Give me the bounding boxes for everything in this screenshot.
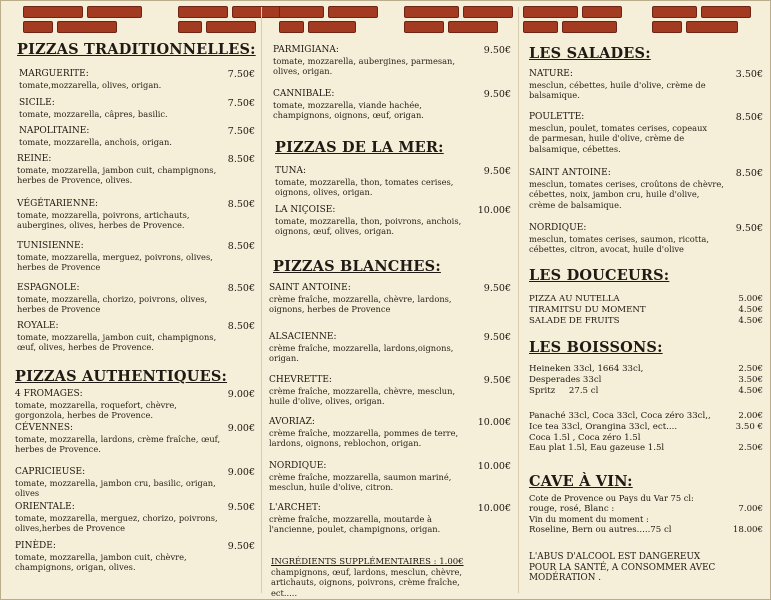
- menu-item-espagnole: [17, 283, 259, 315]
- item-price: 7.50€: [227, 126, 255, 137]
- item-desc: crème fraîche, mozzarella, chèvre, lardons, oignons, herbes de Provence: [269, 294, 452, 315]
- item-name: NAPOLITAINE:: [19, 126, 90, 136]
- supplements-title: INGRÉDIENTS SUPPLÉMENTAIRES : 1.00€: [271, 557, 464, 567]
- item-price: 4.50€: [738, 385, 763, 396]
- menu-item-la-nicoise: [275, 205, 515, 237]
- menu-item-reine: [17, 154, 259, 186]
- item-desc: tomate, mozzarella, jambon cuit, champignons, œuf, olives, herbes de Provence.: [17, 332, 217, 353]
- warning-line: L'ABUS D'ALCOOL EST DANGEREUX: [529, 552, 701, 562]
- menu-item-vegetarienne: [17, 199, 259, 231]
- warning-line: MODÉRATION .: [529, 573, 602, 583]
- column-divider: [261, 7, 262, 593]
- menu-item-salade-nordique: [529, 223, 767, 255]
- item-desc: tomate, mozzarella, poivrons, artichauts, aubergines, olives, herbes de Provence.: [17, 210, 190, 231]
- item-name: REINE:: [17, 154, 52, 164]
- item-name: SICILE:: [19, 98, 55, 108]
- warning-line: POUR LA SANTÉ, A CONSOMMER AVEC: [529, 562, 716, 573]
- menu-item-pinede: [15, 541, 259, 573]
- item-name: NORDIQUE:: [269, 461, 327, 471]
- item-desc: tomate, mozzarella, anchois, origan.: [19, 137, 172, 147]
- item-desc: tomate, mozzarella, aubergines, parmesan, olives, origan.: [273, 56, 456, 77]
- item-price: 3.50€: [735, 69, 763, 80]
- douceurs-list: [529, 294, 767, 326]
- item-desc: mesclun, tomates cerises, croûtons de chèvre, cébettes, noix, jambon cru, huile d'olive, crème de balsamique.: [529, 179, 724, 210]
- menu-item-nordique: [269, 461, 515, 493]
- section-title-blanches: PIZZAS BLANCHES:: [273, 258, 441, 275]
- item-desc: crème fraîche, mozzarella, chèvre, mesclun, huile d'olive, olives, origan.: [269, 386, 456, 407]
- menu-item-royale: [17, 321, 259, 353]
- menu-item-4-fromages: [15, 389, 259, 421]
- item-desc: crème fraîche, mozzarella, moutarde à l'ancienne, poulet, champignons, origan.: [269, 514, 441, 535]
- item-price: 9.50€: [483, 89, 511, 100]
- item-desc: tomate, mozzarella, câpres, basilic.: [19, 109, 168, 119]
- item-desc: tomate, mozzarella, thon, poivrons, anchois, oignons, œuf, olives, origan.: [275, 216, 462, 237]
- item-price: 9.50€: [483, 283, 511, 294]
- item-price: 3.50 €: [735, 421, 763, 432]
- item-name: TIRAMITSU DU MOMENT: [529, 304, 646, 315]
- menu-item-napolitaine: [19, 126, 259, 147]
- item-name: L'ARCHET:: [269, 503, 321, 513]
- item-name: rouge, rosé, Blanc :: [529, 503, 615, 514]
- section-title-authentiques: PIZZAS AUTHENTIQUES:: [15, 368, 228, 385]
- item-name: ESPAGNOLE:: [17, 283, 80, 293]
- item-price: 10.00€: [477, 503, 511, 514]
- item-price: 5.00€: [738, 294, 763, 304]
- item-name: PARMIGIANA:: [273, 45, 339, 55]
- item-desc: tomate, mozzarella, roquefort, chèvre, gorgonzola, herbes de Provence.: [15, 400, 177, 421]
- item-price: 9.50€: [483, 45, 511, 56]
- item-desc: tomate, mozzarella, thon, tomates cerises, oignons, olives, origan.: [275, 177, 454, 198]
- item-price: 9.50€: [483, 332, 511, 343]
- menu-item-cannibale: [273, 89, 515, 121]
- boissons-group-1: [529, 364, 767, 396]
- menu-item-marguerite: [19, 69, 259, 90]
- item-name: VÉGÉTARIENNE:: [17, 199, 99, 209]
- item-desc: crème fraîche, mozzarella, lardons,oignons, origan.: [269, 343, 454, 364]
- item-price: 7.00€: [738, 503, 763, 514]
- cave-list: [529, 493, 767, 536]
- item-price: 4.50€: [738, 304, 763, 315]
- item-name: ALSACIENNE:: [269, 332, 337, 342]
- section-title-traditionnelles: PIZZAS TRADITIONNELLES:: [17, 41, 256, 58]
- item-price: 8.50€: [227, 199, 255, 210]
- section-title-mer: PIZZAS DE LA MER:: [275, 139, 444, 156]
- item-name: Ice tea 33cl, Orangina 33cl, ect....: [529, 421, 678, 432]
- item-name: Spritz 27.5 cl: [529, 385, 599, 396]
- cave-line: Cote de Provence ou Pays du Var 75 cl:: [529, 493, 694, 503]
- item-name: PIZZA AU NUTELLA: [529, 294, 620, 304]
- item-price: 9.50€: [483, 166, 511, 177]
- item-name: Panaché 33cl, Coca 33cl, Coca zéro 33cl,,: [529, 411, 711, 421]
- menu-item-sicile: [19, 98, 259, 119]
- menu-item-alsacienne: [269, 332, 515, 364]
- item-price: 9.00€: [227, 423, 255, 434]
- item-price: 2.50€: [738, 443, 763, 454]
- item-desc: tomate, mozzarella, chorizo, poivrons, olives, herbes de Provence: [17, 294, 208, 315]
- item-desc: tomate, mozzarella, lardons, crème fraîche, œuf, herbes de Provence.: [15, 434, 221, 455]
- item-desc: crème fraîche, mozzarella, saumon mariné, mesclun, huile d'olive, citron.: [269, 472, 452, 493]
- item-price: 9.50€: [483, 375, 511, 386]
- item-name: SAINT ANTOINE:: [529, 168, 611, 178]
- item-name: SAINT ANTOINE:: [269, 283, 351, 293]
- item-price: 9.50€: [227, 541, 255, 552]
- item-desc: mesclun, cébettes, huile d'olive, crème de balsamique.: [529, 80, 706, 101]
- item-name: NATURE:: [529, 69, 573, 79]
- item-name: POULETTE:: [529, 112, 585, 122]
- item-desc: tomate, mozzarella, jambon cuit, chèvre, champignons, origan, olives.: [15, 552, 187, 573]
- item-name: ROYALE:: [17, 321, 59, 331]
- item-name: ORIENTALE:: [15, 502, 75, 512]
- item-desc: tomate, mozzarella, jambon cru, basilic, origan, olives: [15, 478, 216, 499]
- boissons-group-2: [529, 411, 767, 454]
- section-title-douceurs: LES DOUCEURS:: [529, 267, 670, 284]
- item-desc: tomate, mozzarella, viande hachée, champignons, oignons, œuf, origan.: [273, 100, 424, 121]
- item-name: CÉVENNES:: [15, 423, 74, 433]
- menu-item-salade-poulette: [529, 112, 767, 154]
- item-price: 18.00€: [732, 524, 763, 535]
- supplements-block: [271, 557, 486, 598]
- item-name: NORDIQUE:: [529, 223, 587, 233]
- item-name: CHEVRETTE:: [269, 375, 332, 385]
- item-name: Eau plat 1.5l, Eau gazeuse 1.5l: [529, 443, 665, 454]
- item-desc: tomate, mozzarella, merguez, chorizo, poivrons, olives,herbes de Provence: [15, 513, 218, 534]
- item-price: 9.50€: [227, 502, 255, 513]
- item-desc: mesclun, tomates cerises, saumon, ricotta, cébettes, citron, avocat, huile d'olive: [529, 234, 709, 255]
- menu-item-orientale: [15, 502, 259, 534]
- item-price: [763, 433, 767, 444]
- item-price: 4.50€: [738, 315, 763, 326]
- item-price: 9.00€: [227, 467, 255, 478]
- item-name: Desperades 33cl: [529, 374, 602, 385]
- section-title-salades: LES SALADES:: [529, 45, 651, 62]
- item-price: 7.50€: [227, 69, 255, 80]
- menu-item-chevrette: [269, 375, 515, 407]
- item-name: LA NIÇOISE:: [275, 205, 336, 215]
- menu-item-capricieuse: [15, 467, 259, 499]
- column-divider: [518, 7, 519, 593]
- menu-item-larchet: [269, 503, 515, 535]
- item-price: 9.50€: [735, 223, 763, 234]
- supplements-desc: champignons, œuf, lardons, mesclun, chèvre, artichauts, oignons, poivrons, crème fraîche, ect.....: [271, 567, 463, 598]
- item-desc: tomate, mozzarella, merguez, poivrons, olives, herbes de Provence: [17, 252, 213, 273]
- item-name: Coca 1.5l , Coca zéro 1.5l: [529, 432, 641, 443]
- item-name: MARGUERITE:: [19, 69, 89, 79]
- cave-line: Vin du moment du moment :: [529, 514, 649, 525]
- item-desc: crème fraîche, mozzarella, pommes de terre, lardons, oignons, reblochon, origan.: [269, 428, 459, 449]
- item-price: 8.50€: [735, 112, 763, 123]
- item-desc: tomate, mozzarella, jambon cuit, champignons, herbes de Provence, olives.: [17, 165, 217, 186]
- item-price: 8.50€: [227, 241, 255, 252]
- item-price: 10.00€: [477, 205, 511, 216]
- alcohol-warning: [529, 552, 715, 584]
- menu-item-salade-nature: [529, 69, 767, 101]
- menu-item-avoriaz: [269, 417, 515, 449]
- item-price: 8.50€: [735, 168, 763, 179]
- menu-item-cevennes: [15, 423, 259, 455]
- item-price: 10.00€: [477, 417, 511, 428]
- item-price: 2.50€: [738, 364, 763, 374]
- menu-item-tunisienne: [17, 241, 259, 273]
- item-desc: tomate,mozzarella, olives, origan.: [19, 80, 162, 90]
- item-name: TUNISIENNE:: [17, 241, 84, 251]
- column-right: [521, 1, 767, 600]
- item-name: SALADE DE FRUITS: [529, 315, 620, 326]
- item-name: AVORIAZ:: [269, 417, 315, 427]
- section-title-boissons: LES BOISSONS:: [529, 339, 663, 356]
- section-title-cave: CAVE À VIN:: [529, 473, 633, 490]
- item-price: 8.50€: [227, 283, 255, 294]
- column-center: [263, 1, 515, 600]
- item-name: 4 FROMAGES:: [15, 389, 83, 399]
- item-price: 7.50€: [227, 98, 255, 109]
- item-name: TUNA:: [275, 166, 306, 176]
- item-name: Heineken 33cl, 1664 33cl,: [529, 364, 644, 374]
- menu-item-saint-antoine: [269, 283, 515, 315]
- item-name: CANNIBALE:: [273, 89, 335, 99]
- item-price: 8.50€: [227, 154, 255, 165]
- item-desc: mesclun, poulet, tomates cerises, copeaux de parmesan, huile d'olive, crème de balsamique, cébettes.: [529, 123, 708, 154]
- item-price: 2.00€: [738, 411, 763, 421]
- item-price: 3.50€: [738, 374, 763, 385]
- menu-item-salade-saint-antoine: [529, 168, 767, 210]
- item-name: CAPRICIEUSE:: [15, 467, 86, 477]
- menu-item-tuna: [275, 166, 515, 198]
- item-price: 8.50€: [227, 321, 255, 332]
- item-price: 9.00€: [227, 389, 255, 400]
- column-left: [7, 1, 259, 600]
- item-price: 10.00€: [477, 461, 511, 472]
- menu-item-parmigiana: [273, 45, 515, 77]
- item-name: Roseline, Bern ou autres.....75 cl: [529, 524, 672, 535]
- item-name: PINÈDE:: [15, 541, 56, 551]
